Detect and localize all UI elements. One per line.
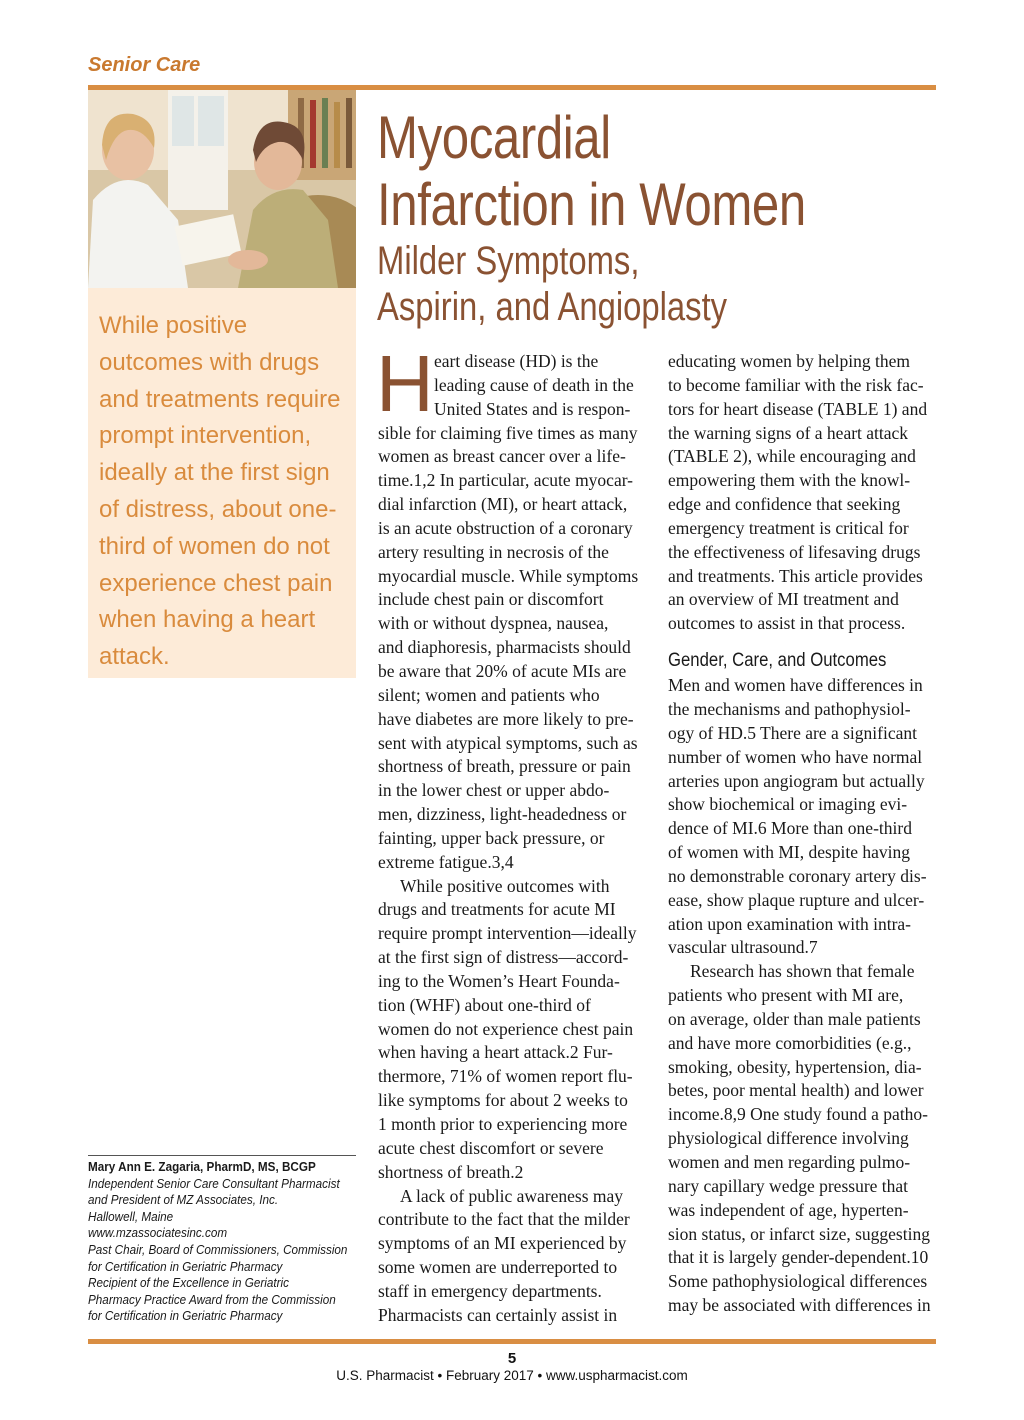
author-bio xyxy=(88,1159,368,1325)
body-line: is an acute obstruction of a coronary xyxy=(378,517,633,538)
body-line: ogy of HD.5 There are a significant xyxy=(668,722,917,743)
body-line: symptoms of an MI experienced by xyxy=(378,1233,627,1254)
author-line: Independent Senior Care Consultant Pharmacist xyxy=(88,1175,340,1191)
body-line: patients who present with MI are, xyxy=(668,985,904,1006)
article-column-2 xyxy=(668,350,938,1318)
body-line: that it is largely gender-dependent.10 xyxy=(668,1247,929,1268)
body-line: Men and women have differences in xyxy=(668,675,923,696)
body-line: may be associated with differences in xyxy=(668,1295,931,1316)
body-line: nary capillary wedge pressure that xyxy=(668,1175,909,1196)
body-line: number of women who have normal xyxy=(668,746,923,767)
pull-quote-line: prompt intervention, xyxy=(99,422,312,450)
body-line: with or without dyspnea, nausea, xyxy=(378,613,609,634)
body-line: extreme fatigue.3,4 xyxy=(378,851,514,872)
body-line: (TABLE 2), while encouraging and xyxy=(668,446,916,467)
author-name: Mary Ann E. Zagaria, PharmD, MS, BCGP xyxy=(88,1159,316,1174)
author-line: Recipient of the Excellence in Geriatric xyxy=(88,1275,289,1291)
body-line: and treatments. This article provides xyxy=(668,565,923,586)
pull-quote-line: outcomes with drugs xyxy=(99,348,320,376)
body-line: shortness of breath.2 xyxy=(378,1161,524,1182)
body-line: Research has shown that female xyxy=(690,961,915,982)
body-line: physiological difference involving xyxy=(668,1128,909,1149)
body-line: women do not experience chest pain xyxy=(378,1018,634,1039)
pull-quote-line: While positive xyxy=(99,312,248,339)
body-line: 1 month prior to experiencing more xyxy=(378,1114,628,1134)
body-line: United States and is respon- xyxy=(434,398,631,419)
body-line: sion status, or infarct size, suggesting xyxy=(668,1223,930,1244)
body-line: and diaphoresis, pharmacists should xyxy=(378,637,631,658)
body-line: men, dizziness, light-headedness or xyxy=(378,804,627,825)
body-line: emergency treatment is critical for xyxy=(668,517,909,538)
body-line: time.1,2 In particular, acute myocar- xyxy=(378,470,634,491)
pull-quote-line: experience chest pain xyxy=(99,569,333,597)
body-line: of women with MI, despite having xyxy=(668,842,911,863)
body-line: drugs and treatments for acute MI xyxy=(378,899,616,920)
body-line: leading cause of death in the xyxy=(434,374,634,395)
photo-illustration xyxy=(88,90,356,288)
body-line: shortness of breath, pressure or pain xyxy=(378,756,631,777)
body-line: have diabetes are more likely to pre- xyxy=(378,708,634,729)
body-line: outcomes to assist in that process. xyxy=(668,613,906,634)
body-line: require prompt intervention—ideally xyxy=(378,923,637,944)
body-line: staff in emergency departments. xyxy=(378,1280,602,1301)
body-line: smoking, obesity, hypertension, dia- xyxy=(668,1056,922,1077)
article-column-1 xyxy=(378,350,648,1328)
body-line: ation upon examination with intra- xyxy=(668,913,912,934)
drop-cap: H xyxy=(376,339,434,428)
body-line: While positive outcomes with xyxy=(400,875,610,896)
body-line: eart disease (HD) is the xyxy=(434,351,599,371)
body-line: some women are underreported to xyxy=(378,1257,618,1278)
body-line: ease, show plaque rupture and ulcer- xyxy=(668,889,925,910)
photo-pharmacist-with-patient xyxy=(88,90,356,288)
body-line: at the first sign of distress—accord- xyxy=(378,947,629,968)
author-website[interactable]: www.mzassociatesinc.com xyxy=(88,1225,228,1241)
body-line: women and men regarding pulmo- xyxy=(668,1152,911,1172)
author-divider xyxy=(88,1155,356,1156)
body-line: silent; women and patients who xyxy=(378,684,600,705)
body-line: the warning signs of a heart attack xyxy=(668,422,909,443)
body-line: show biochemical or imaging evi- xyxy=(668,794,908,815)
body-line: sible for claiming five times as many xyxy=(378,422,638,443)
body-line: A lack of public awareness may xyxy=(400,1185,624,1206)
body-line: arteries upon angiogram but actually xyxy=(668,770,925,791)
body-line: dial infarction (MI), or heart attack, xyxy=(378,494,628,515)
author-line: Hallowell, Maine xyxy=(88,1208,174,1224)
body-line: to become familiar with the risk fac- xyxy=(668,374,924,395)
author-line: for Certification in Geriatric Pharmacy xyxy=(88,1308,283,1324)
section-heading: Gender, Care, and Outcomes xyxy=(668,650,887,672)
pull-quote-line: of distress, about one- xyxy=(99,495,337,523)
body-line: in the lower chest or upper abdo- xyxy=(378,780,610,801)
pull-quote-line: and treatments require xyxy=(99,385,341,413)
body-line: on average, older than male patients xyxy=(668,1008,921,1029)
body-line: fainting, upper back pressure, or xyxy=(378,827,605,848)
body-line: the mechanisms and pathophysiol- xyxy=(668,698,911,719)
body-line: an overview of MI treatment and xyxy=(668,589,899,610)
body-line: edge and confidence that seeking xyxy=(668,494,901,515)
author-line: and President of MZ Associates, Inc. xyxy=(88,1192,279,1208)
body-line: contribute to the fact that the milder xyxy=(378,1209,630,1230)
pull-quote-line: third of women do not xyxy=(99,532,330,560)
body-line: acute chest discomfort or severe xyxy=(378,1137,604,1158)
body-line: be aware that 20% of acute MIs are xyxy=(378,660,627,681)
pull-quote-line: when having a heart xyxy=(99,606,316,634)
author-line: for Certification in Geriatric Pharmacy xyxy=(88,1258,283,1274)
body-line: artery resulting in necrosis of the xyxy=(378,541,609,562)
subtitle-line-1: Milder Symptoms, xyxy=(377,239,640,283)
body-line: when having a heart attack.2 Fur- xyxy=(378,1042,613,1063)
body-line: tion (WHF) about one-third of xyxy=(378,994,591,1015)
body-line: dence of MI.6 More than one-third xyxy=(668,818,912,839)
pull-quote xyxy=(88,288,356,678)
body-line: no demonstrable coronary artery dis- xyxy=(668,865,927,886)
bottom-rule xyxy=(88,1339,936,1344)
section-label: Senior Care xyxy=(88,54,201,76)
body-line: thermore, 71% of women report flu- xyxy=(378,1066,633,1087)
body-line: empowering them with the knowl- xyxy=(668,470,911,491)
body-line: income.8,9 One study found a patho- xyxy=(668,1104,929,1125)
body-line: sent with atypical symptoms, such as xyxy=(378,732,638,753)
body-line: vascular ultrasound.7 xyxy=(668,937,818,958)
footer-text: U.S. Pharmacist • February 2017 • www.uspharmacist.com xyxy=(336,1368,688,1383)
body-line: ing to the Women’s Heart Founda- xyxy=(378,970,620,991)
body-line: like symptoms for about 2 weeks to xyxy=(378,1090,628,1111)
body-line: and have more comorbidities (e.g., xyxy=(668,1032,912,1053)
body-line: women as breast cancer over a life- xyxy=(378,446,626,467)
author-line: Past Chair, Board of Commissioners, Commission xyxy=(88,1241,348,1257)
body-line: the effectiveness of lifesaving drugs xyxy=(668,541,921,562)
pull-quote-line: ideally at the first sign xyxy=(99,459,330,487)
article-title xyxy=(377,104,900,330)
page-number: 5 xyxy=(507,1350,517,1367)
pull-quote-line: attack. xyxy=(99,643,170,671)
body-line: myocardial muscle. While symptoms xyxy=(378,565,639,586)
body-line: Some pathophysiological differences xyxy=(668,1271,928,1292)
body-line: Pharmacists can certainly assist in xyxy=(378,1304,618,1325)
author-line: Pharmacy Practice Award from the Commission xyxy=(88,1291,336,1307)
subtitle-line-2: Aspirin, and Angioplasty xyxy=(377,285,728,329)
body-line: tors for heart disease (TABLE 1) and xyxy=(668,398,928,419)
body-line: include chest pain or discomfort xyxy=(378,589,604,610)
title-line-2: Infarction in Women xyxy=(377,171,806,238)
body-line: was independent of age, hyperten- xyxy=(668,1199,909,1220)
title-line-1: Myocardial xyxy=(377,104,611,171)
body-line: betes, poor mental health) and lower xyxy=(668,1080,924,1101)
body-line: educating women by helping them xyxy=(668,351,911,371)
